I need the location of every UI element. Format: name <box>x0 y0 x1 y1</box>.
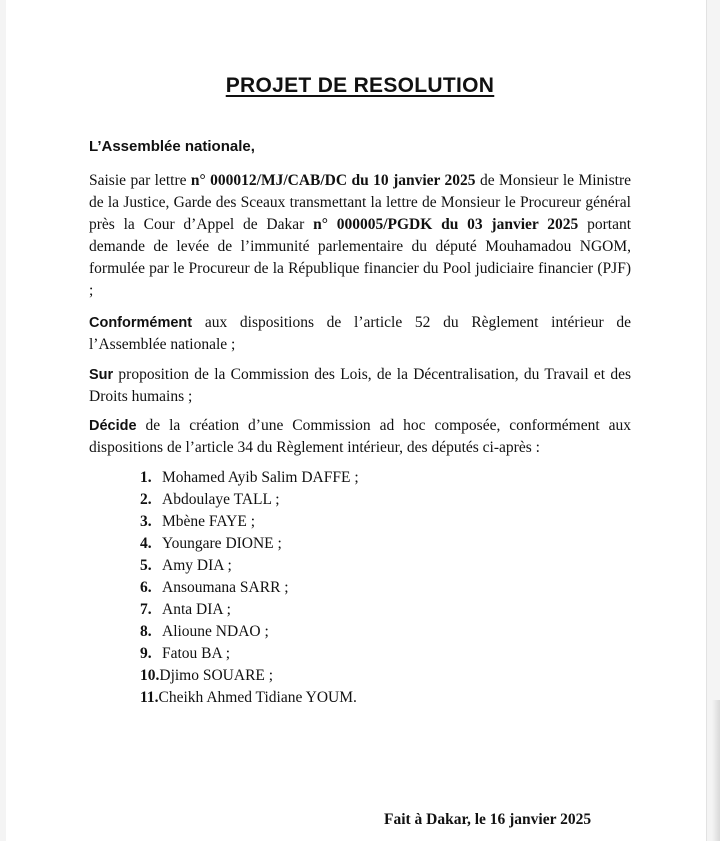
list-item: 11.Cheikh Ahmed Tidiane YOUM. <box>140 689 357 706</box>
p4-lead: Décide <box>89 418 137 434</box>
p1-letter-ref-2: n° 000005/PGDK du 03 janvier 2025 <box>313 216 579 233</box>
paragraph-conformement <box>89 312 631 356</box>
p1-text-2: de Monsieur le Ministre de la Justice, Garde des Sceaux transmettant la lettre de Monsieur le Procureur général près la Cour d’Appel de Dakar <box>89 172 631 233</box>
closing-place-date: Fait à Dakar, le 16 janvier 2025 <box>384 811 592 828</box>
p4-text: de la création d’une Commission ad hoc composée, conformément aux dispositions de l’article 34 du Règlement intérieur, des députés ci-après : <box>89 417 631 456</box>
list-item: 2. Abdoulaye TALL ; <box>140 491 280 508</box>
list-item: 1. Mohamed Ayib Salim DAFFE ; <box>140 469 359 486</box>
member-list <box>140 467 359 709</box>
list-item: 6. Ansoumana SARR ; <box>140 579 289 596</box>
list-item: 7. Anta DIA ; <box>140 601 231 618</box>
paragraph-saisie <box>89 170 631 302</box>
document-title: PROJET DE RESOLUTION <box>225 74 495 97</box>
list-item: 10.Djimo SOUARE ; <box>140 667 274 684</box>
p3-text: proposition de la Commission des Lois, de la Décentralisation, du Travail et des Droits humains ; <box>89 366 631 405</box>
paragraph-decide <box>89 415 631 459</box>
list-item: 8. Alioune NDAO ; <box>140 623 269 640</box>
p3-lead: Sur <box>89 367 114 383</box>
list-item: 3. Mbène FAYE ; <box>140 513 255 530</box>
p2-lead: Conformément <box>89 315 193 331</box>
list-item: 4. Youngare DIONE ; <box>140 535 282 552</box>
addressee-heading: L’Assemblée nationale, <box>89 138 255 155</box>
list-item: 5. Amy DIA ; <box>140 557 232 574</box>
list-item: 9. Fatou BA ; <box>140 645 231 662</box>
p1-letter-ref-1: n° 000012/MJ/CAB/DC du 10 janvier 2025 <box>190 172 476 189</box>
p2-text: aux dispositions de l’article 52 du Règlement intérieur de l’Assemblée nationale ; <box>89 314 631 353</box>
paragraph-sur <box>89 364 631 408</box>
page-edge-shadow <box>712 700 720 841</box>
p1-text-1: Saisie par lettre <box>89 172 191 189</box>
p1-text-3: portant demande de levée de l’immunité parlementaire du député Mouhamadou NGOM, formulée par le Procureur de la République financier du Pool judiciaire financier (PJF) ; <box>89 216 631 299</box>
